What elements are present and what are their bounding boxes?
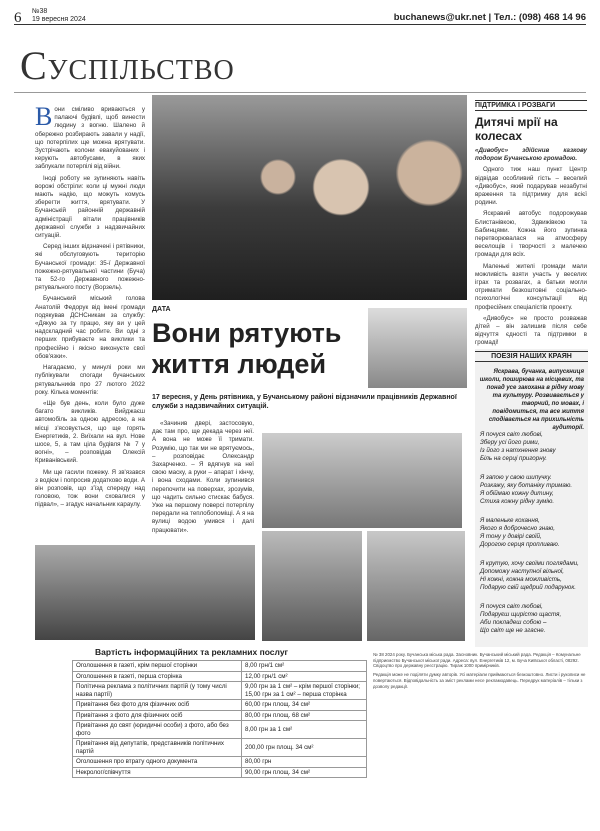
- poem-line: Подаруєш щирістю щастя,: [480, 611, 562, 618]
- rate-price: 8,00 грн за 1 см²: [242, 721, 367, 739]
- rates-title: Вартість інформаційних та рекламних послуг: [95, 647, 289, 657]
- table-row: [73, 739, 367, 757]
- headline-line-2: життя людей: [152, 349, 327, 379]
- rate-service: Привітання з фото для фізичних осіб: [73, 710, 242, 721]
- poetry-intro: Яскрава, бучанка, випускниця школи, поширюва на місцевих, та понад усе закохана в рідну мову та культуру. Розвивається у творчий, по мовах, і повідомиться, та все життя сподівається на прихильність аудиторії.: [479, 369, 584, 431]
- poem-stanza-2: [480, 474, 584, 506]
- poem-line: Розкажу, яку ботаніку тримаю.: [480, 482, 573, 489]
- right-para-3: Маленькі жителі громади мали можливість взяти участь у веселих іграх та розвагах, а батьки могли отримати безкоштовні соціально-психологічні консультації від професійних спеціалістів проекту.: [475, 262, 587, 311]
- right-para-4: «Дивобус» не просто розважав дітей – він залишив після себе відчуття єдності та підтримки в громаді!: [475, 314, 587, 347]
- poem-line: Що світ ще не згасне.: [480, 627, 546, 634]
- table-row: [73, 682, 367, 700]
- imprint-notes: [373, 652, 589, 689]
- poem-line: Я почуся світ любові,: [480, 603, 543, 610]
- photo-award-ceremony: [262, 433, 462, 528]
- article-headline: [152, 318, 341, 380]
- table-row: [73, 700, 367, 711]
- poem-stanza-1: [480, 431, 584, 463]
- poem-line: Я маленьке кохання,: [480, 517, 540, 524]
- poem-line: Я тону у довірі своїй,: [480, 533, 542, 540]
- table-row: [73, 671, 367, 682]
- poem-stanza-4: [480, 560, 584, 592]
- rubric-label: ДАТА: [152, 306, 171, 313]
- left-para-6: Ми ще гасили пожежу. Я зв'язався з водієм і попросив додатково води. А він розповів, що з'їзд спереду над головою, тож вони сховалися у підвал», – згадує начальник караулу.: [35, 468, 145, 509]
- photo-speaker: [367, 531, 465, 641]
- table-row: [73, 767, 367, 778]
- rate-price: 12,00 грн/1 см²: [242, 671, 367, 682]
- poem-line: Біль на серці пригорну.: [480, 455, 547, 462]
- imprint-para-0: № 38 2024 року. Бучанська міська рада. Засновник. Бучанський міський рада. Редакція – Комунальне підприємство Бучанської міської ради. Адреса: вул. Енергетиків 12, м. Буча Київської області, 08292. Свідоцтво про державну реєстрацію. Тираж 1000 примірників.: [373, 652, 581, 669]
- header-contacts: buchanews@ukr.net | Тел.: (098) 468 14 96: [393, 12, 586, 23]
- table-row: [73, 721, 367, 739]
- poem-line: Я почуся світ любові,: [480, 431, 543, 438]
- poem-line: Ні кожні, кожна можливість,: [480, 576, 562, 583]
- table-row: [73, 661, 367, 672]
- poem-line: Подарую свій щедрий подарунок.: [480, 584, 576, 591]
- poem-line: Я крутую, хочу своїми поглядами,: [480, 560, 579, 567]
- rate-service: Політична реклама з політичних партій (у тому числі назва партії): [73, 682, 242, 700]
- left-para-5: «Ще був день, коли було дуже багато викликів. Вийджаєш автомобіль за одною адресою, а на місці з'ясовується, що ще горять Енергетиків, 2. Виїхали на вул. Нове шосе, 5, а там ціла будівля № 7 у вогні», – розповідав Олексій Криванівський.: [35, 399, 145, 465]
- photo-hall-audience: [35, 545, 255, 640]
- rate-service: Оголошення про втрату одного документа: [73, 757, 242, 768]
- rate-price: 200,00 грн площ. 34 см²: [242, 739, 367, 757]
- right-headline-line-2: колесах: [475, 129, 523, 143]
- rate-service: Привітання до свят (юридичні особи) з фото, або без фото: [73, 721, 242, 739]
- rate-service: Оголошення в газеті, перша сторінка: [73, 671, 242, 682]
- main-photo-rescuers: [152, 95, 467, 300]
- rate-price: 8,00 грн/1 см²: [242, 661, 367, 672]
- rate-service: Некролог/співчуття: [73, 767, 242, 778]
- left-para-1: Іноді роботу не зупиняють навіть ворожі обстріли: коли ці мужні люди мають надію, що можуть комусь зберегти життя, врятувати. У Бучанській районній державній адміністрації вітали працівників державної служби з надзвичайних ситуацій.: [35, 174, 145, 240]
- table-row: [73, 710, 367, 721]
- poem-line: Аби покладеш собою –: [480, 619, 547, 626]
- page-number: 6: [14, 10, 22, 26]
- rate-price: 80,00 грн площ. 68 см²: [242, 710, 367, 721]
- middle-column-text: [152, 420, 254, 538]
- article-lead: 17 вересня, у День рятівника, у Бучанському районі відзначили працівників Державної служби з надзвичайних ситуацій.: [152, 394, 457, 410]
- rates-table: [72, 660, 367, 778]
- table-row: [73, 757, 367, 768]
- poem-line: Допоможу наступної вільної,: [480, 568, 565, 575]
- dropcap: В: [35, 102, 53, 131]
- right-headline-line-1: Дитячі мрії на: [475, 115, 558, 129]
- rate-service: Оголошення в газеті, крім першої сторінки: [73, 661, 242, 672]
- imprint-para-1: Редакція може не поділяти думку авторів. Усі матеріали приймаються безкоштовно. Листи і рукописи не повертаються. Відповідальність за зміст реклами несе рекламодавець. Передрук матеріалів – тільки з дозволу редакції.: [373, 672, 586, 689]
- left-column-text: [35, 102, 145, 513]
- right-para-2: Яскравий автобус подорожував Блистанівкою, Здвижівкою та Бабинцями. Кожна його зупинка перетворювалася на атмосферу веселощів і творчості з малечею громади для всіх.: [475, 210, 587, 259]
- issue-date: 19 вересня 2024: [32, 16, 86, 23]
- poem-stanza-3: [480, 517, 584, 549]
- left-para-4: Нагадаємо, у минулі роки ми публікували спогади бучанських рятувальників про 27 лютого 2022 року. Кілька моментів:: [35, 364, 145, 396]
- rate-service: Привітання без фото для фізичних осіб: [73, 700, 242, 711]
- poem-line: Стиха кожну рідну зумію.: [480, 498, 555, 505]
- issue-info: [32, 8, 86, 24]
- headline-line-1: Вони рятують: [152, 318, 342, 348]
- poem-line: Із його з натхнення знову: [480, 447, 556, 454]
- poem-line: Якого я доброчесно знаю,: [480, 525, 556, 532]
- rate-price: 90,00 грн площ. 34 см²: [242, 767, 367, 778]
- poem-stanza-5: [480, 603, 584, 635]
- rate-price: 60,00 грн площ. 34 см²: [242, 700, 367, 711]
- section-title: Суспільство: [20, 43, 235, 88]
- poem-line: Я обіймаю кожну дитину,: [480, 490, 554, 497]
- right-headline: [475, 115, 558, 143]
- left-para-3: Бучанський міський голова Анатолій Федорук від імені громади подякував ДСНСникам за службу: «Дякую за ту працю, яку ви у цей надскладний час робите. Ви одні з перших прибуваєте на виклики та професійно і якісно виконуєте свої обов'язки».: [35, 295, 145, 360]
- poetry-title: ПОЕЗІЯ НАШИХ КРАЯН: [475, 351, 588, 362]
- rate-price: 80,00 грн: [242, 757, 367, 768]
- issue-number: №38: [32, 8, 48, 15]
- header-divider: [14, 24, 586, 25]
- section-divider: [14, 92, 586, 93]
- right-article-text: [475, 147, 587, 351]
- right-rubric: ПІДТРИМКА І РОЗВАГИ: [475, 100, 587, 111]
- poem-line: Дорогою серця пропливаю.: [480, 541, 560, 548]
- poem-line: Зберу усі його рими,: [480, 439, 540, 446]
- mid-para-0: «Зачинив двері, застосовую, дає там про, ще декада через неї. А вона не може її тримати. Розумію, що так ми не врятуємось, – розповідає Олександр Захарченко. – Я вдягнув на неї свою маску, а руки – апарат і кінчу, і вона сходами. Коли зупинився перепочити на поверхах, зрозумів, що чадить сильно стискає бабуся. Уже на першому поверсі потерпілу передали на теплобопоміщі. А я на вулиці водою умився і далі працювати».: [152, 420, 254, 534]
- left-para-2: Серед інших відзначені і рятівники, які обслуговують територію Бучанської громади: 35-ї Державної пожежно-рятувальної частини (Буча) та 52-го Державного пожежно-рятувального посту (Ворзель).: [35, 243, 145, 292]
- right-para-0: «Дивобус» здійснив казкову подорож Бучанською громадою.: [475, 147, 587, 163]
- photo-audience-seated: [262, 531, 362, 641]
- poem-line: Я запою у свою шипучку.: [480, 474, 552, 481]
- rate-price: 9,00 грн за 1 см² – крім першої сторінки; 15,00 грн за 1 см² – перша сторінка: [242, 682, 367, 700]
- left-para-0: они сміливо вриваються у палаючі будівлі, щоб винести людину з вогню. Шалено й обережно розбирають завали у надії, що потерпілих ще можна врятувати. Зустрічають колони евакуйованих і керують автобусами, в яких заблукали потерпілі від війни.: [35, 106, 145, 171]
- photo-officers: [368, 308, 467, 388]
- rate-service: Привітання від депутатів, представників політичних партій: [73, 739, 242, 757]
- right-para-1: Одного тиж наш пункт Центр відвідав особливий гість – веселий «Дивобус», який подарував незабутні враження та підтримку для всієї родини.: [475, 166, 587, 207]
